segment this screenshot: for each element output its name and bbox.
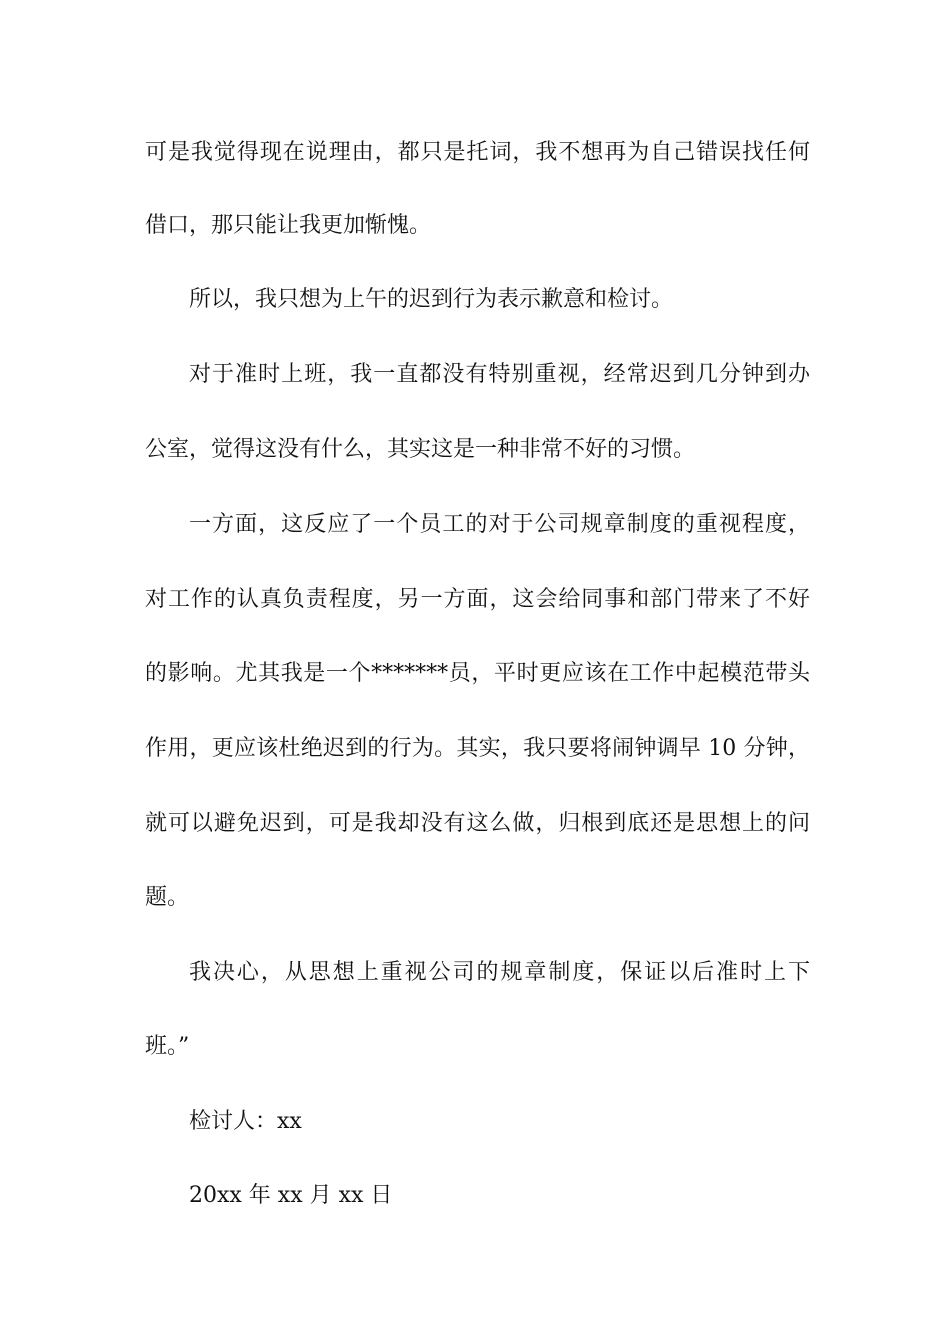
signature-line: 检讨人：xx (189, 1109, 302, 1134)
text-line: 班。” (145, 1034, 190, 1059)
text-line: 的影响。尤其我是一个*******员，平时更应该在工作中起模范带头 (145, 661, 810, 686)
text-line: 就可以避免迟到，可是我却没有这么做，归根到底还是思想上的问 (145, 811, 810, 836)
text-line: 可是我觉得现在说理由，都只是托词，我不想再为自己错误找任何 (145, 140, 810, 165)
text-line: 对于准时上班，我一直都没有特别重视，经常迟到几分钟到办 (189, 362, 810, 387)
text-line: 对工作的认真负责程度，另一方面，这会给同事和部门带来了不好 (145, 587, 810, 612)
text-line: 作用，更应该杜绝迟到的行为。其实，我只要将闹钟调早 10 分钟， (145, 736, 810, 761)
text-line: 所以，我只想为上午的迟到行为表示歉意和检讨。 (189, 287, 674, 312)
text-line: 题。 (145, 885, 190, 910)
text-line: 一方面，这反应了一个员工的对于公司规章制度的重视程度， (189, 512, 810, 537)
text-line: 公室，觉得这没有什么，其实这是一种非常不好的习惯。 (145, 437, 696, 462)
text-line: 我决心，从思想上重视公司的规章制度，保证以后准时上下 (189, 960, 810, 985)
text-line: 借口，那只能让我更加惭愧。 (145, 213, 432, 238)
date-line: 20xx 年 xx 月 xx 日 (189, 1183, 393, 1208)
